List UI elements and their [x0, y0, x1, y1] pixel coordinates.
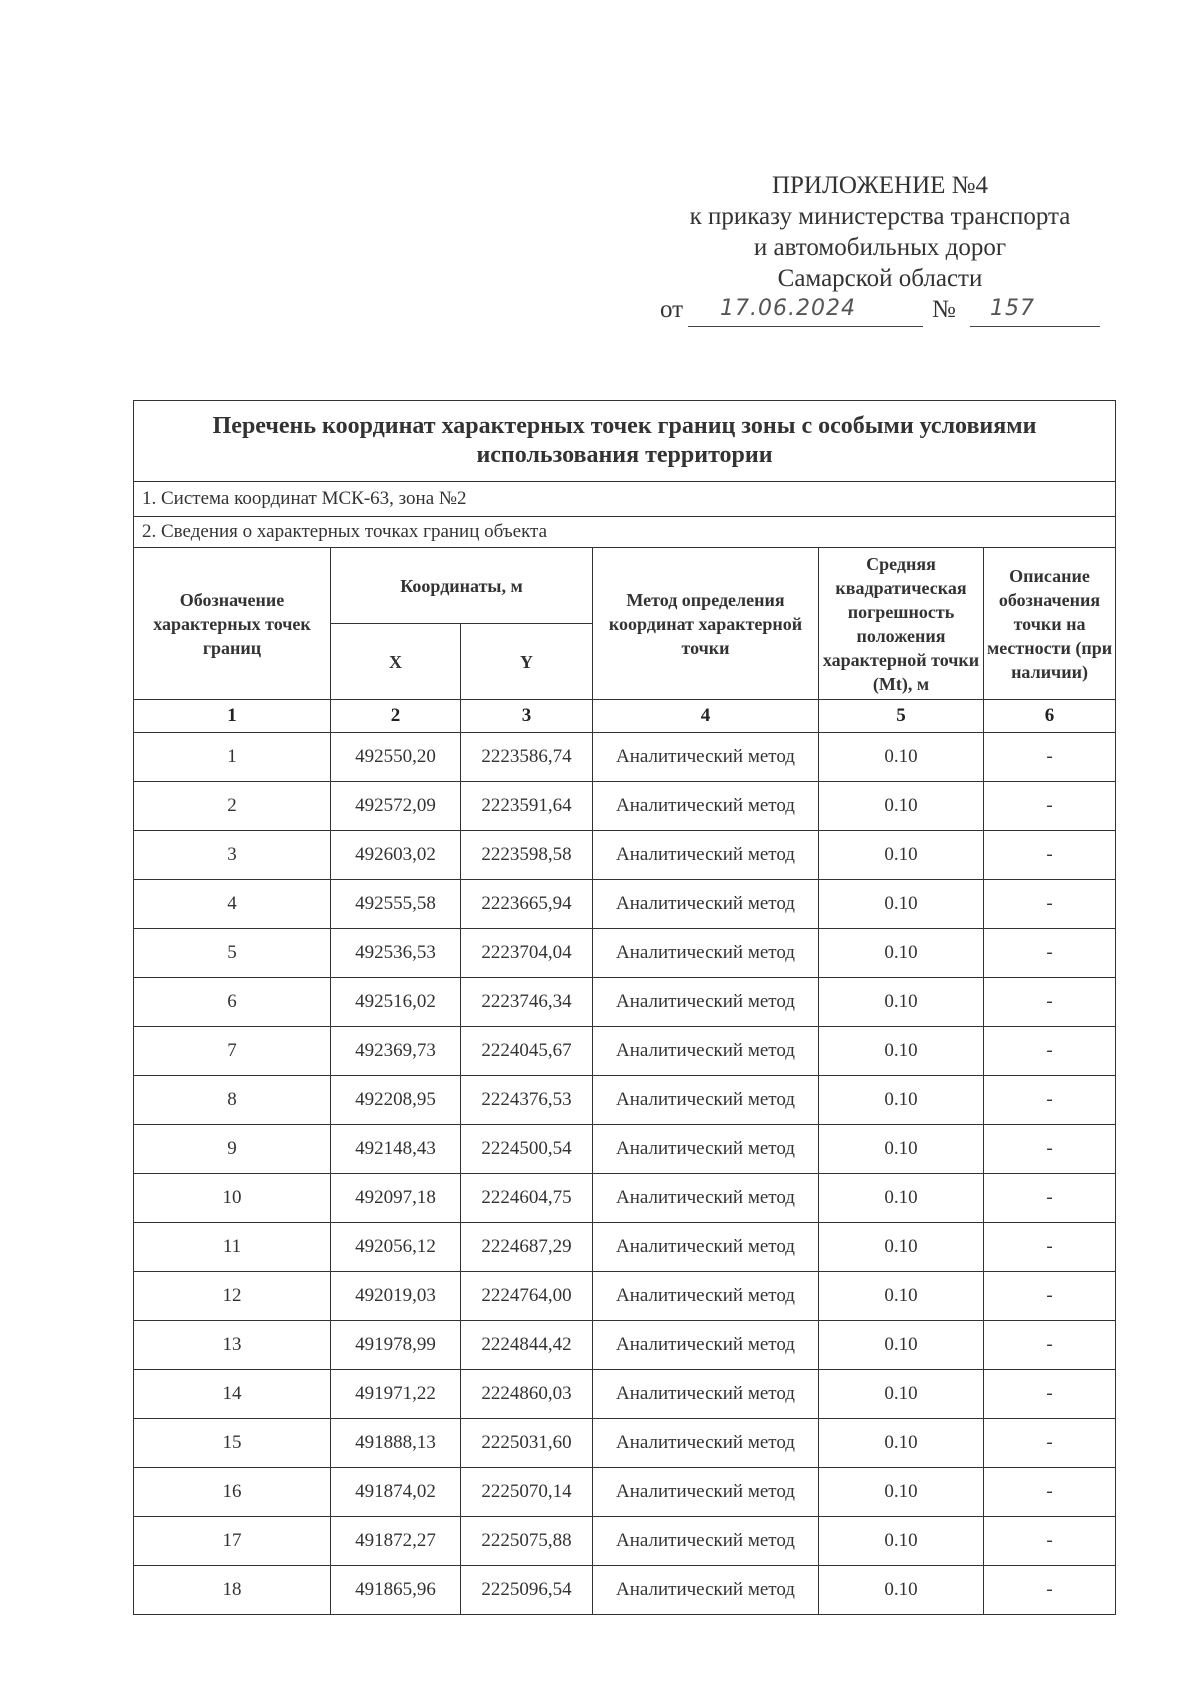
description-cell: -	[984, 1027, 1116, 1076]
coord-x: 492555,58	[331, 880, 461, 929]
method-cell: Аналитический метод	[593, 1125, 819, 1174]
point-number: 9	[134, 1125, 331, 1174]
description-cell: -	[984, 733, 1116, 782]
column-number: 5	[819, 700, 984, 733]
description-cell: -	[984, 1272, 1116, 1321]
method-cell: Аналитический метод	[593, 1174, 819, 1223]
coord-y: 2223598,58	[461, 831, 593, 880]
error-cell: 0.10	[819, 1517, 984, 1566]
order-number-field	[970, 296, 1100, 327]
description-cell: -	[984, 1076, 1116, 1125]
table-row	[134, 1321, 1116, 1370]
description-cell: -	[984, 1321, 1116, 1370]
number-sign: №	[932, 296, 956, 323]
coord-y: 2225031,60	[461, 1419, 593, 1468]
point-number: 13	[134, 1321, 331, 1370]
coord-x: 492208,95	[331, 1076, 461, 1125]
error-cell: 0.10	[819, 1370, 984, 1419]
description-cell: -	[984, 978, 1116, 1027]
column-number: 4	[593, 700, 819, 733]
description-cell: -	[984, 929, 1116, 978]
coord-y: 2224045,67	[461, 1027, 593, 1076]
table-row	[134, 1370, 1116, 1419]
error-cell: 0.10	[819, 1566, 984, 1615]
description-cell: -	[984, 1125, 1116, 1174]
table-row	[134, 978, 1116, 1027]
order-date-line	[660, 296, 1100, 328]
header-line-3: Самарской области	[777, 265, 983, 292]
error-cell: 0.10	[819, 1321, 984, 1370]
table-row	[134, 929, 1116, 978]
method-cell: Аналитический метод	[593, 880, 819, 929]
error-cell: 0.10	[819, 1076, 984, 1125]
table-row	[134, 831, 1116, 880]
error-cell: 0.10	[819, 978, 984, 1027]
header-method: Метод определения координат характерной точки	[593, 548, 819, 700]
description-cell: -	[984, 1566, 1116, 1615]
coord-x: 491888,13	[331, 1419, 461, 1468]
method-cell: Аналитический метод	[593, 1272, 819, 1321]
coord-y: 2225075,88	[461, 1517, 593, 1566]
header-y: Y	[461, 624, 593, 700]
header-error: Средняя квадратическая погрешность положения характерной точки (Mt), м	[819, 548, 984, 700]
method-cell: Аналитический метод	[593, 1321, 819, 1370]
table-row	[134, 1174, 1116, 1223]
point-number: 17	[134, 1517, 331, 1566]
method-cell: Аналитический метод	[593, 1027, 819, 1076]
coord-y: 2223746,34	[461, 978, 593, 1027]
coord-y: 2224376,53	[461, 1076, 593, 1125]
point-number: 5	[134, 929, 331, 978]
method-cell: Аналитический метод	[593, 733, 819, 782]
error-cell: 0.10	[819, 1223, 984, 1272]
point-number: 4	[134, 880, 331, 929]
table-row	[134, 1076, 1116, 1125]
error-cell: 0.10	[819, 1174, 984, 1223]
coord-y: 2223591,64	[461, 782, 593, 831]
coord-x: 492550,20	[331, 733, 461, 782]
point-number: 6	[134, 978, 331, 1027]
method-cell: Аналитический метод	[593, 1223, 819, 1272]
order-number: 157	[990, 296, 1035, 321]
point-number: 3	[134, 831, 331, 880]
coord-y: 2223704,04	[461, 929, 593, 978]
coord-y: 2224500,54	[461, 1125, 593, 1174]
point-number: 7	[134, 1027, 331, 1076]
table-row	[134, 733, 1116, 782]
point-number: 16	[134, 1468, 331, 1517]
method-cell: Аналитический метод	[593, 1517, 819, 1566]
method-cell: Аналитический метод	[593, 831, 819, 880]
header-x: X	[331, 624, 461, 700]
method-cell: Аналитический метод	[593, 1468, 819, 1517]
table-row	[134, 880, 1116, 929]
order-date: 17.06.2024	[720, 296, 856, 321]
table-row	[134, 1027, 1116, 1076]
coord-y: 2225070,14	[461, 1468, 593, 1517]
coord-x: 491971,22	[331, 1370, 461, 1419]
point-number: 18	[134, 1566, 331, 1615]
description-cell: -	[984, 831, 1116, 880]
column-number: 2	[331, 700, 461, 733]
table-row	[134, 1419, 1116, 1468]
error-cell: 0.10	[819, 880, 984, 929]
description-cell: -	[984, 1370, 1116, 1419]
coord-y: 2224604,75	[461, 1174, 593, 1223]
method-cell: Аналитический метод	[593, 782, 819, 831]
point-number: 2	[134, 782, 331, 831]
method-cell: Аналитический метод	[593, 1076, 819, 1125]
error-cell: 0.10	[819, 1419, 984, 1468]
table-row	[134, 782, 1116, 831]
column-number: 1	[134, 700, 331, 733]
description-cell: -	[984, 1174, 1116, 1223]
description-cell: -	[984, 1517, 1116, 1566]
error-cell: 0.10	[819, 1125, 984, 1174]
point-number: 15	[134, 1419, 331, 1468]
coord-x: 492603,02	[331, 831, 461, 880]
table-row	[134, 1566, 1116, 1615]
coord-x: 491978,99	[331, 1321, 461, 1370]
coord-y: 2225096,54	[461, 1566, 593, 1615]
coord-y: 2223586,74	[461, 733, 593, 782]
table-row	[134, 1517, 1116, 1566]
table-row	[134, 1125, 1116, 1174]
table-title: Перечень координат характерных точек границ зоны с особыми условиями использования территории	[134, 401, 1116, 482]
header-coordinates: Координаты, м	[331, 548, 593, 624]
error-cell: 0.10	[819, 1272, 984, 1321]
table-row	[134, 1272, 1116, 1321]
coord-y: 2224860,03	[461, 1370, 593, 1419]
header-line-2: и автомобильных дорог	[753, 234, 1007, 261]
error-cell: 0.10	[819, 782, 984, 831]
coord-y: 2223665,94	[461, 880, 593, 929]
date-prefix: от	[660, 296, 684, 323]
column-number: 6	[984, 700, 1116, 733]
appendix-title: ПРИЛОЖЕНИЕ №4	[771, 172, 989, 199]
error-cell: 0.10	[819, 1027, 984, 1076]
coordinates-table	[133, 400, 1116, 1615]
error-cell: 0.10	[819, 733, 984, 782]
description-cell: -	[984, 782, 1116, 831]
coord-x: 492097,18	[331, 1174, 461, 1223]
description-cell: -	[984, 1419, 1116, 1468]
header-description: Описание обозначения точки на местности (при наличии)	[984, 548, 1116, 700]
header-designation: Обозначение характерных точек границ	[134, 548, 331, 700]
description-cell: -	[984, 1468, 1116, 1517]
coord-x: 492056,12	[331, 1223, 461, 1272]
table-row	[134, 1468, 1116, 1517]
method-cell: Аналитический метод	[593, 978, 819, 1027]
coord-x: 491865,96	[331, 1566, 461, 1615]
coord-x: 492536,53	[331, 929, 461, 978]
coordinate-system: 1. Система координат МСК-63, зона №2	[134, 482, 1116, 517]
point-number: 10	[134, 1174, 331, 1223]
coord-y: 2224844,42	[461, 1321, 593, 1370]
coord-x: 492369,73	[331, 1027, 461, 1076]
coord-y: 2224764,00	[461, 1272, 593, 1321]
coord-x: 492516,02	[331, 978, 461, 1027]
coord-y: 2224687,29	[461, 1223, 593, 1272]
point-number: 12	[134, 1272, 331, 1321]
table-row	[134, 1223, 1116, 1272]
column-number: 3	[461, 700, 593, 733]
column-number-row	[134, 700, 1116, 733]
method-cell: Аналитический метод	[593, 929, 819, 978]
method-cell: Аналитический метод	[593, 1370, 819, 1419]
points-info: 2. Сведения о характерных точках границ объекта	[134, 517, 1116, 548]
point-number: 8	[134, 1076, 331, 1125]
table-body	[134, 733, 1116, 1615]
coord-x: 492572,09	[331, 782, 461, 831]
description-cell: -	[984, 1223, 1116, 1272]
coord-x: 492019,03	[331, 1272, 461, 1321]
error-cell: 0.10	[819, 1468, 984, 1517]
order-date-field	[688, 296, 923, 327]
error-cell: 0.10	[819, 929, 984, 978]
coord-x: 491872,27	[331, 1517, 461, 1566]
header-line-1: к приказу министерства транспорта	[689, 203, 1071, 230]
coord-x: 491874,02	[331, 1468, 461, 1517]
error-cell: 0.10	[819, 831, 984, 880]
description-cell: -	[984, 880, 1116, 929]
coord-x: 492148,43	[331, 1125, 461, 1174]
point-number: 1	[134, 733, 331, 782]
method-cell: Аналитический метод	[593, 1566, 819, 1615]
method-cell: Аналитический метод	[593, 1419, 819, 1468]
point-number: 14	[134, 1370, 331, 1419]
point-number: 11	[134, 1223, 331, 1272]
